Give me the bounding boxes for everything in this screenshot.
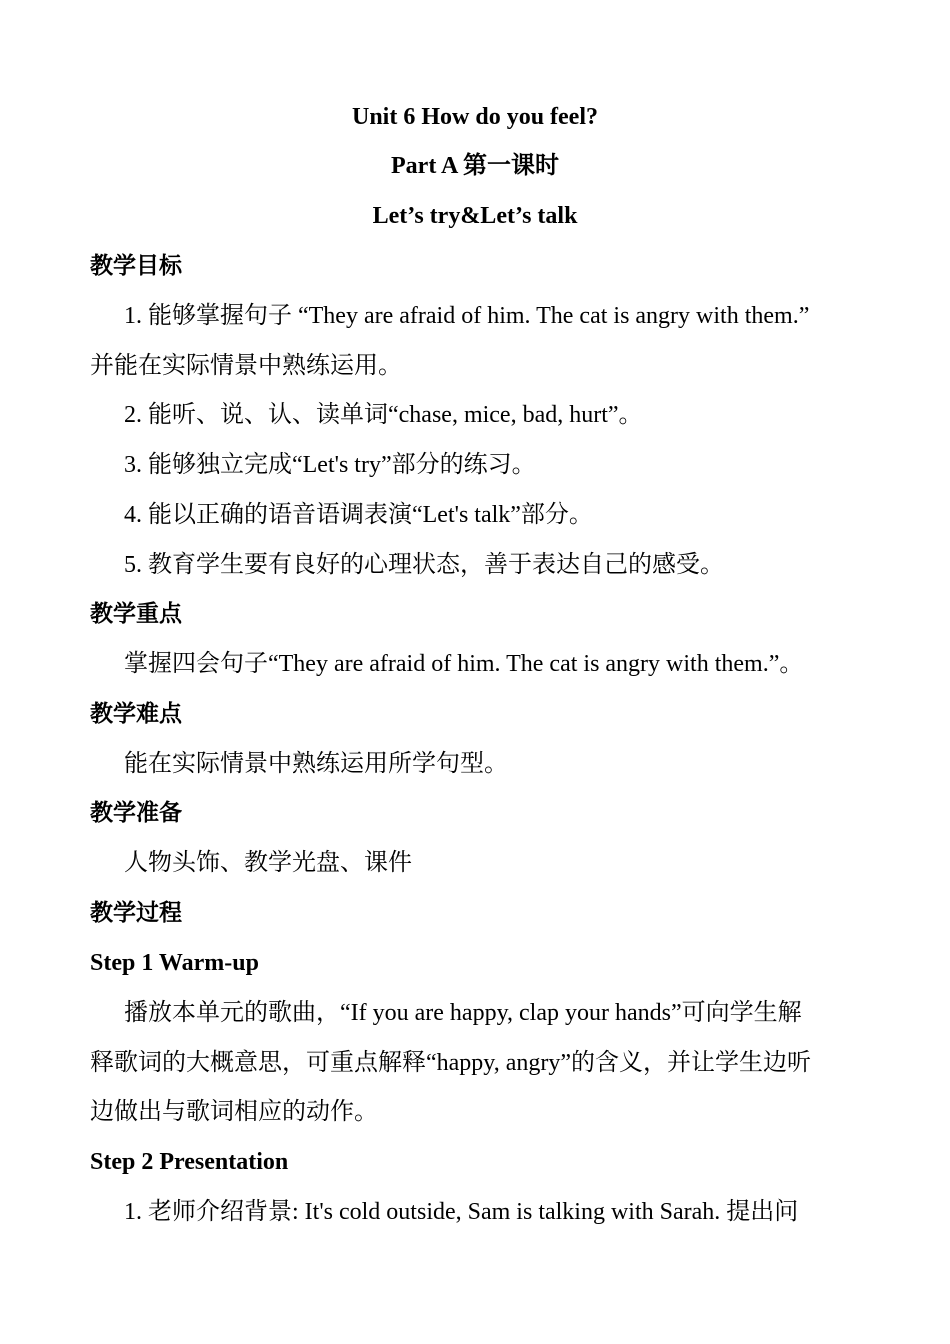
objective-5: 5. 教育学生要有良好的心理状态，善于表达自己的感受。	[124, 552, 724, 578]
unit-title: Unit 6 How do you feel?	[352, 104, 598, 130]
key-points-text: 掌握四会句子“They are afraid of him. The cat is angry with them.”。	[124, 651, 804, 677]
step-1-line-1: 播放本单元的歌曲，“If you are happy, clap your hands”可向学生解	[124, 1000, 802, 1026]
part-title: Part A 第一课时	[391, 153, 559, 179]
preparation-heading: 教学准备	[90, 800, 182, 826]
objective-1-line-1: 1. 能够掌握句子 “They are afraid of him. The cat is angry with them.”	[124, 303, 810, 329]
objectives-heading: 教学目标	[90, 253, 182, 279]
section-title: Let’s try&Let’s talk	[372, 203, 578, 229]
preparation-text: 人物头饰、教学光盘、课件	[124, 850, 412, 876]
step-1-line-2: 释歌词的大概意思，可重点解释“happy, angry”的含义，并让学生边听	[90, 1050, 812, 1076]
objective-2: 2. 能听、说、认、读单词“chase, mice, bad, hurt”。	[124, 402, 643, 428]
process-heading: 教学过程	[90, 900, 182, 926]
difficulties-heading: 教学难点	[90, 701, 182, 727]
key-points-heading: 教学重点	[90, 601, 182, 627]
objective-4: 4. 能以正确的语音语调表演“Let's talk”部分。	[124, 502, 593, 528]
step-1-title: Step 1 Warm-up	[90, 950, 259, 976]
difficulties-text: 能在实际情景中熟练运用所学句型。	[124, 751, 508, 777]
objective-1-line-2: 并能在实际情景中熟练运用。	[90, 353, 402, 379]
step-2-title: Step 2 Presentation	[90, 1149, 289, 1175]
objective-3: 3. 能够独立完成“Let's try”部分的练习。	[124, 452, 536, 478]
step-2-line-1: 1. 老师介绍背景: It's cold outside, Sam is talking with Sarah. 提出问	[124, 1199, 799, 1225]
step-1-line-3: 边做出与歌词相应的动作。	[90, 1099, 378, 1125]
